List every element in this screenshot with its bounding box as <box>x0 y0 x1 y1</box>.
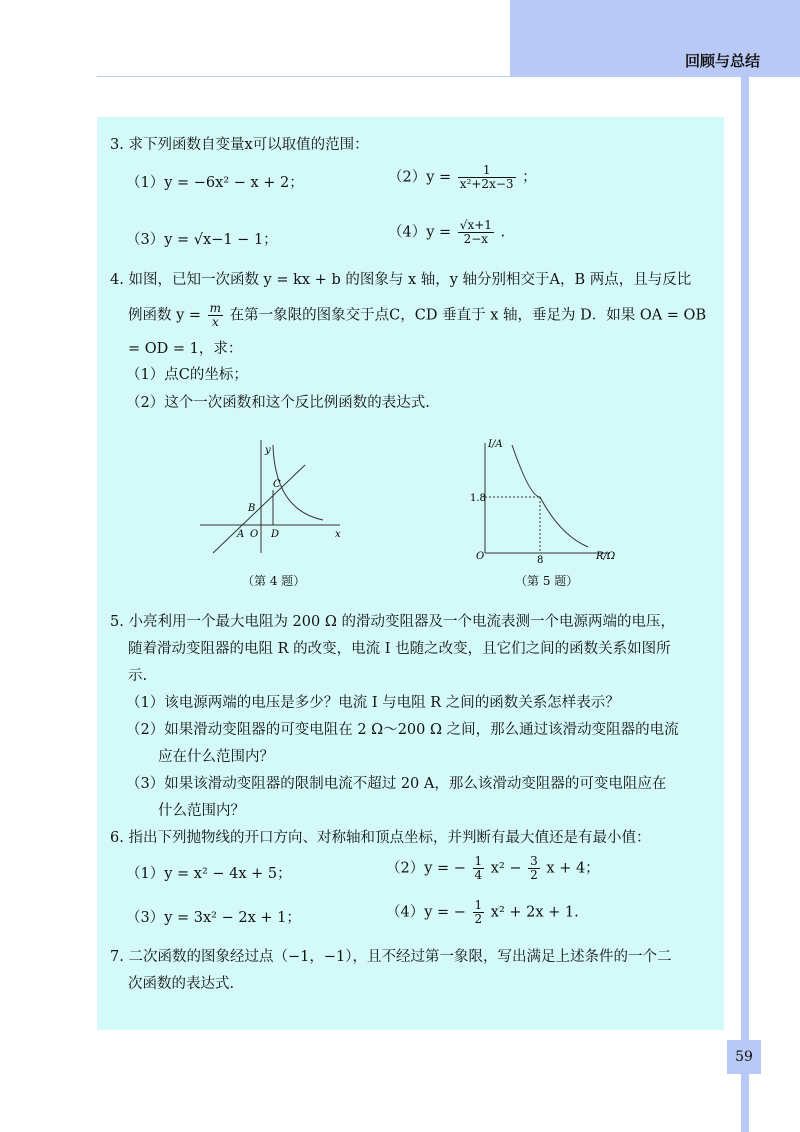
q6-part2-fraction2-denominator: 2 <box>530 868 538 883</box>
q6-part4-label: （4）y = − <box>386 904 466 921</box>
fig4-caption: （第 4 题） <box>242 574 306 588</box>
q4-sub1: （1）点C的坐标； <box>126 367 248 383</box>
q4-sub2: （2）这个一次函数和这个反比例函数的表达式. <box>126 395 430 411</box>
q3-part4-denominator: 2−x <box>463 232 489 247</box>
q6-part4-end: x² + 2x + 1. <box>490 904 579 921</box>
q4-line1: 4. 如图，已知一次函数 y = kx + b 的图象与 x 轴，y 轴分别相交于A，B 两点，且与反比 <box>110 272 692 288</box>
fig5-label-y: I/A <box>488 439 503 450</box>
q3-part4-fraction <box>458 219 494 246</box>
q6-part2-end: x + 4； <box>546 860 600 877</box>
q3-part4-end: . <box>500 224 506 241</box>
q3-part2-numerator: 1 <box>458 164 516 178</box>
q3-part2-end: ； <box>522 169 537 186</box>
q3-part4 <box>388 219 505 246</box>
q4-line2-pre: 例函数 y = <box>128 307 202 324</box>
q6-part1: （1）y = x² − 4x + 5； <box>126 866 292 882</box>
q6-part4-fraction-denominator: 2 <box>474 912 483 927</box>
q4-fraction-numerator: m <box>209 301 222 315</box>
q3-part2 <box>388 164 537 191</box>
q5-line3: 示. <box>128 668 148 684</box>
q5-line1: 5. 小亮利用一个最大电阻为 200 Ω 的滑动变阻器及一个电流表测一个电源两端的电压， <box>110 614 675 630</box>
fig5-curve <box>512 445 588 547</box>
q6-stem: 6. 指出下列抛物线的开口方向、对称轴和顶点坐标，并判断有最大值还是有最小值： <box>110 830 651 846</box>
q3-part4-numerator: √x+1 <box>459 218 492 232</box>
q6-part2-fraction2-numerator: 3 <box>530 854 538 868</box>
q6-part4-fraction <box>473 899 485 926</box>
q6-part2-fraction1 <box>473 855 485 882</box>
figure-4 <box>195 435 355 555</box>
q3-part3: （3）y = √x−1 − 1； <box>126 232 278 248</box>
q6-part2-fraction2 <box>528 855 540 882</box>
section-title: 回顾与总结 <box>684 52 760 70</box>
fig4-line <box>213 465 305 553</box>
q3-part2-label: （2）y = <box>388 169 452 186</box>
fig4-label-x: x <box>335 529 341 540</box>
page-number: 59 <box>727 1040 761 1074</box>
q6-part4-fraction-numerator: 1 <box>474 898 483 912</box>
q6-part2-middle: x² − <box>490 860 522 877</box>
q3-part1: （1）y = −6x² − x + 2； <box>126 175 304 191</box>
fig4-label-o: O <box>250 529 259 540</box>
fig4-label-a: A <box>237 529 245 540</box>
q7-line1: 7. 二次函数的图象经过点（−1，−1），且不经过第一象限，写出满足上述条件的一个二 <box>110 949 672 965</box>
fig5-caption: （第 5 题） <box>515 574 579 588</box>
side-bar <box>741 76 749 1132</box>
figure-5 <box>470 435 625 565</box>
fig4-label-c: C <box>273 479 281 490</box>
q5-sub2b: 应在什么范围内？ <box>158 749 274 765</box>
q7-line2: 次函数的表达式. <box>128 976 235 992</box>
q3-part2-denominator: x²+2x−3 <box>459 177 514 192</box>
q5-sub3b: 什么范围内？ <box>158 803 245 819</box>
q4-fraction <box>208 302 223 329</box>
q5-sub1: （1）该电源两端的电压是多少？电流 I 与电阻 R 之间的函数关系怎样表示？ <box>126 695 620 711</box>
q3-part4-label: （4）y = <box>388 224 452 241</box>
fig4-label-d: D <box>271 529 280 540</box>
q6-part2-fraction1-denominator: 4 <box>474 868 483 883</box>
q6-part2 <box>386 855 600 882</box>
q4-line2-post: 在第一象限的图象交于点C，CD 垂直于 x 轴，垂足为 D．如果 OA = OB <box>229 307 707 324</box>
q5-sub2a: （2）如果滑动变阻器的可变电阻在 2 Ω～200 Ω 之间，那么通过该滑动变阻器的电流 <box>126 722 679 738</box>
q4-line3: = OD = 1，求： <box>128 341 243 357</box>
fig4-label-y: y <box>265 445 271 456</box>
q4-fraction-denominator: x <box>211 315 219 330</box>
q4-line2 <box>128 302 706 329</box>
fig5-tick-y: 1.8 <box>470 493 486 504</box>
header-rule <box>97 76 800 77</box>
fig4-label-b: B <box>248 503 256 514</box>
q6-part4 <box>386 899 579 926</box>
q5-sub3a: （3）如果该滑动变阻器的限制电流不超过 20 A，那么该滑动变阻器的可变电阻应在 <box>126 776 667 792</box>
q3-part2-fraction <box>458 164 516 191</box>
fig5-tick-x: 8 <box>537 555 544 565</box>
q3-stem: 3. 求下列函数自变量x可以取值的范围： <box>110 137 369 153</box>
q6-part3: （3）y = 3x² − 2x + 1； <box>126 910 301 926</box>
q6-part2-label: （2）y = − <box>386 860 466 877</box>
q6-part2-fraction1-numerator: 1 <box>474 854 483 868</box>
q5-line2: 随着滑动变阻器的电阻 R 的改变，电流 I 也随之改变，且它们之间的函数关系如图所 <box>128 641 671 657</box>
fig5-label-x: R/Ω <box>596 551 616 562</box>
fig5-label-o: O <box>476 551 485 562</box>
exercise-panel <box>97 117 724 1030</box>
